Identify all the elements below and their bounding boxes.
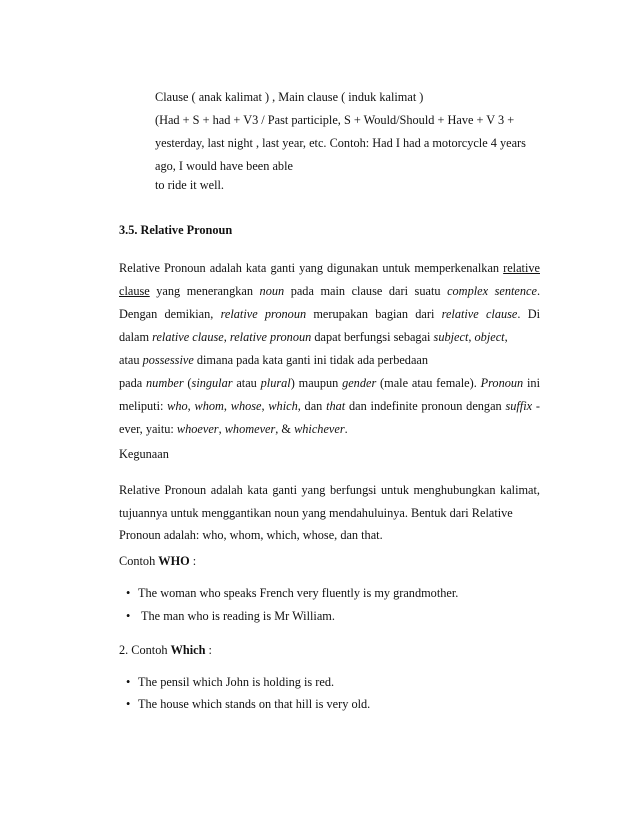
cont-line-5: to ride it well. xyxy=(155,178,224,192)
bullet-icon: • xyxy=(126,609,131,623)
para1-line-2: clause yang menerangkan noun pada main clause dari suatu complex sentence. xyxy=(119,284,541,298)
para1-line-3: Dengan demikian, relative pronoun merupakan bagian dari relative clause. Di xyxy=(119,307,540,321)
list-item: • The woman who speaks French very fluently is my grandmother. xyxy=(126,586,459,600)
kegunaan-heading: Kegunaan xyxy=(119,447,169,461)
cont-line-1: Clause ( anak kalimat ) , Main clause ( induk kalimat ) xyxy=(155,90,424,104)
bullet-icon: • xyxy=(126,586,131,600)
para1-line-7: meliputi: who, whom, whose, which, dan that dan indefinite pronoun dengan suffix - xyxy=(119,399,540,413)
which-heading: 2. Contoh Which : xyxy=(119,643,212,657)
para1-line-4: dalam relative clause, relative pronoun dapat berfungsi sebagai subject, object, xyxy=(119,330,508,344)
para1-line-6: pada number (singular atau plural) maupun gender (male atau female). Pronoun ini xyxy=(119,376,540,390)
bullet-icon: • xyxy=(126,675,131,689)
para1-line-5: atau possessive dimana pada kata ganti ini tidak ada perbedaan xyxy=(119,353,429,367)
kegunaan-line-1: Relative Pronoun adalah kata ganti yang berfungsi untuk menghubungkan kalimat, xyxy=(119,483,540,497)
kegunaan-line-3: Pronoun adalah: who, whom, which, whose, dan that. xyxy=(119,528,383,542)
para1-line-8: ever, yaitu: whoever, whomever, & whichever. xyxy=(119,422,348,436)
section-heading: 3.5. Relative Pronoun xyxy=(119,223,233,237)
cont-line-2: (Had + S + had + V3 / Past participle, S + Would/Should + Have + V 3 + xyxy=(155,113,515,127)
cont-line-4: ago, I would have been able xyxy=(155,159,293,173)
list-item: • The house which stands on that hill is very old. xyxy=(126,697,371,711)
cont-line-3: yesterday, last night , last year, etc. Contoh: Had I had a motorcycle 4 years xyxy=(155,136,526,150)
para1-line-1: Relative Pronoun adalah kata ganti yang digunakan untuk memperkenalkan relative xyxy=(119,261,540,275)
who-heading: Contoh WHO : xyxy=(119,554,197,568)
bullet-icon: • xyxy=(126,697,131,711)
list-item: • The man who is reading is Mr William. xyxy=(126,609,335,623)
list-item: • The pensil which John is holding is red. xyxy=(126,675,335,689)
kegunaan-line-2: tujuannya untuk menggantikan noun yang mendahuluinya. Bentuk dari Relative xyxy=(119,506,513,520)
